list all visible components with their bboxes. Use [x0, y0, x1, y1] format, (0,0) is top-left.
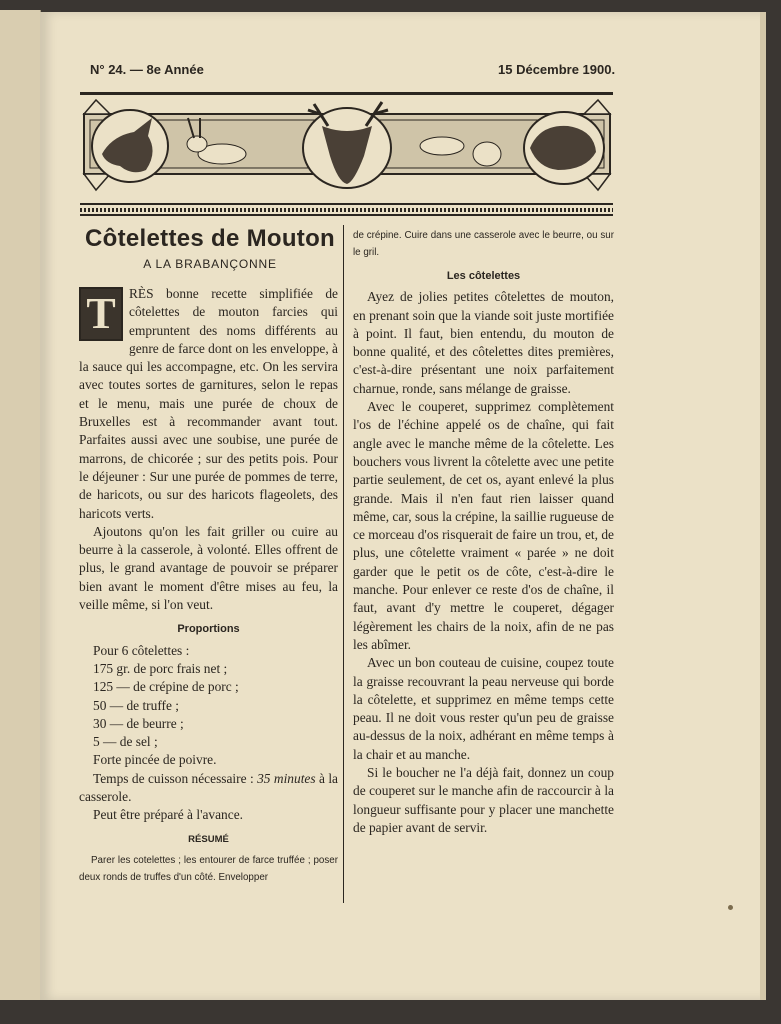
column-divider [343, 225, 344, 903]
intro-paragraph: RÈS bonne recette simplifiée de côtelettes de mouton farcies qui empruntent des noms différents au genre de farce dont on les enveloppe, à la sauce qui les accompagne, etc. On les servira avec toutes sortes de garnitures, selon le repas et le menu, mais une purée de choux de Bruxelles est à recommander avant tout. Parfaites aussi avec une soubise, une purée de marrons, de chicorée ; sur des petits pois. Pour le déjeuner : Sur une purée de pommes de terre, de haricots, ou sur des haricots flageolets, des haricots verts. [79, 286, 338, 521]
banner-rule-dotted [80, 208, 613, 212]
cotelettes-heading: Les côtelettes [446, 270, 521, 282]
resume-text: Parer les cotelettes ; les entourer de farce truffée ; poser deux ronds de truffes d'un côté. Envelopper [79, 854, 338, 883]
resume-continuation: de crépine. Cuire dans une casserole avec le beurre, ou sur le gril. [353, 230, 614, 258]
resume-heading: RÉSUMÉ [188, 833, 229, 845]
paper-spot [728, 905, 733, 910]
issue-date: 15 Décembre 1900. [498, 62, 616, 77]
proportions-heading: Proportions [177, 623, 240, 636]
right-column [353, 227, 614, 837]
right-page-edge [760, 12, 766, 1000]
left-page-edge [0, 10, 41, 1000]
proportion-line: 30 — de beurre ; [93, 715, 184, 731]
article-title: Côtelettes de Mouton [85, 225, 335, 252]
cooking-time: Temps de cuisson nécessaire : 35 minutes à la casserole. [79, 770, 339, 805]
banner-rule-top [80, 203, 613, 205]
article-subtitle: A LA BRABANÇONNE [143, 257, 277, 271]
proportion-line: 50 — de truffe ; [93, 697, 180, 713]
drop-cap: T [79, 287, 123, 341]
paragraph: Avec le couperet, supprimez complètement l'os de l'échine appelé os de chaîne, qui fait angle avec le manche même de la côtelette. Les bouchers vous livrent la côtelette avec une petite partie seulement, de cet os, ayant enlevé la plus grande. Mais il n'en faut rien laisser quand même, car, sous la crépine, la saillie rugueuse de ce morceau d'os risquerait de faire un trou, et, de plus, une côtelette vraiment « parée » ne doit garder que le petit os de côte, c'est-à-dire le manche. Pour enlever ce reste d'os de chaîne, il faut, avant d'y mettre le couperet, dégager légèrement les chairs de la noix, afin de ne pas les abîmer. [353, 399, 614, 652]
proportion-line: 175 gr. de porc frais net ; [93, 660, 228, 676]
paragraph: Ajoutons qu'on les fait griller ou cuire au beurre à la casserole, à volonté. Elles offrent de plus, le grand avantage de pouvoir se préparer bien avant le moment d'être mises au feu, la veille même, si l'on veut. [79, 523, 338, 613]
header-rule [80, 92, 613, 95]
decorative-game-banner [82, 96, 612, 198]
roe-deer-head-medallion [92, 110, 168, 182]
issue-number: N° 24. — 8e Année [90, 62, 204, 77]
prep-ahead-note: Peut être préparé à l'avance. [93, 807, 243, 823]
paragraph: Ayez de jolies petites côtelettes de mouton, en prenant soin que la viande soit juste mortifiée à point. Il faut, bien entendu, du mouton de bonne qualité, et des côtelettes dites premières, c'est-à-dire présentant une noix parfaitement charnue, ronde, sans mélange de graisse. [353, 289, 614, 396]
proportion-line: 5 — de sel ; [93, 734, 158, 750]
banner-rule-bottom [80, 214, 613, 216]
boar-head-medallion [524, 112, 604, 184]
proportion-line: Forte pincée de poivre. [93, 752, 217, 768]
paragraph: Si le boucher ne l'a déjà fait, donnez un coup de couperet sur le manche afin de raccourcir à la longueur suffisante pour y placer une manchette de papier avant de servir. [353, 765, 614, 835]
proportion-line: 125 — de crépine de porc ; [93, 679, 239, 695]
proportion-line: Pour 6 côtelettes : [93, 642, 190, 658]
left-column [79, 285, 338, 886]
paragraph: Avec un bon couteau de cuisine, coupez toute la graisse recouvrant la peau nerveuse qui borde la côtelette, et supprimez en même temps cette peau. Il ne doit vous rester qu'un peu de graisse au-dessus de la noix, adhérant en même temps à la chair et au manche. [353, 655, 614, 762]
